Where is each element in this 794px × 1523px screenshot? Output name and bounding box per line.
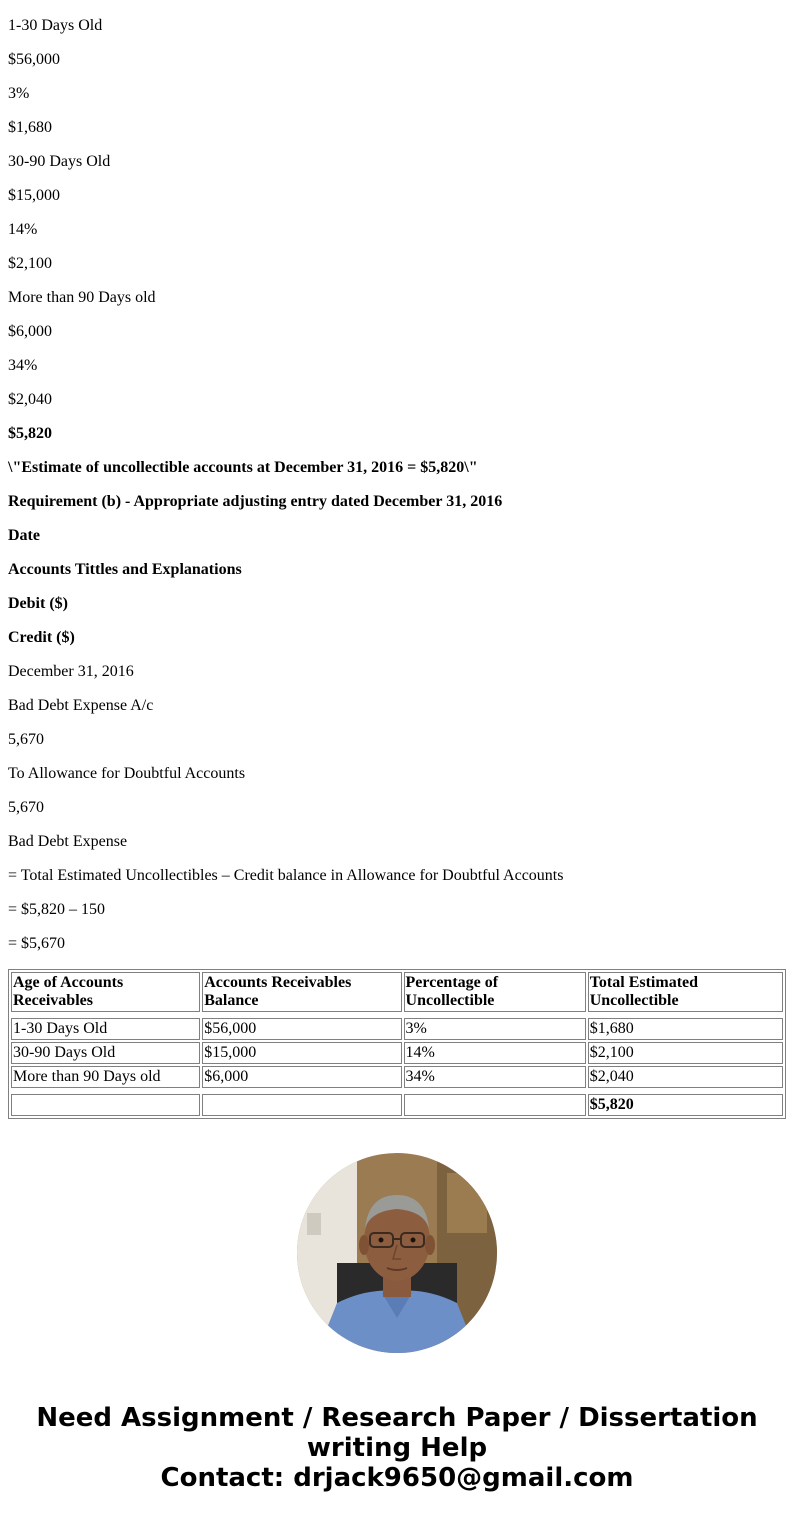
promo-line-2: writing Help (306, 1433, 488, 1463)
table-total-row (11, 1094, 783, 1116)
cell-balance: $6,000 (202, 1066, 401, 1088)
paragraph: \"Estimate of uncollectible accounts at December 31, 2016 = $5,820\" (8, 459, 478, 476)
paragraph: $2,100 (8, 255, 52, 272)
cell-percentage: 34% (404, 1066, 586, 1088)
paragraph: Date (8, 527, 40, 544)
paragraph: $2,040 (8, 391, 52, 408)
paragraph: 5,670 (8, 799, 44, 816)
paragraph: Bad Debt Expense (8, 833, 128, 850)
paragraph: 3% (8, 85, 30, 102)
promo-contact: Contact: drjack9650@gmail.com (160, 1463, 634, 1493)
table-header-row (11, 972, 783, 1012)
cell-balance: $15,000 (202, 1042, 401, 1064)
paragraph: $15,000 (8, 187, 60, 204)
paragraph: 34% (8, 357, 38, 374)
paragraph: December 31, 2016 (8, 663, 134, 680)
paragraph: To Allowance for Doubtful Accounts (8, 765, 246, 782)
paragraph: $5,820 (8, 425, 52, 442)
cell-grand-total: $5,820 (588, 1094, 783, 1116)
paragraph: $56,000 (8, 51, 60, 68)
cell-percentage: 3% (404, 1018, 586, 1040)
cell-percentage: 14% (404, 1042, 586, 1064)
paragraph: 14% (8, 221, 38, 238)
cell-empty (404, 1094, 586, 1116)
paragraph: Accounts Tittles and Explanations (8, 561, 242, 578)
paragraph: = $5,820 – 150 (8, 901, 106, 918)
cell-total: $2,040 (588, 1066, 783, 1088)
paragraph: Credit ($) (8, 629, 75, 646)
cell-balance: $56,000 (202, 1018, 401, 1040)
document-body (8, 0, 786, 1119)
table-row (11, 1066, 783, 1088)
header-balance: Accounts Receivables Balance (202, 972, 401, 1012)
cell-total: $1,680 (588, 1018, 783, 1040)
cell-total: $2,100 (588, 1042, 783, 1064)
paragraph: 5,670 (8, 731, 44, 748)
promo-line-1: Need Assignment / Research Paper / Dissertation (36, 1403, 758, 1433)
cell-age: 30-90 Days Old (11, 1042, 200, 1064)
paragraph: $1,680 (8, 119, 52, 136)
table-row (11, 1042, 783, 1064)
author-avatar (297, 1153, 497, 1353)
header-total: Total Estimated Uncollectible (588, 972, 783, 1012)
cell-empty (11, 1094, 200, 1116)
paragraph: Requirement (b) - Appropriate adjusting entry dated December 31, 2016 (8, 493, 503, 510)
table-row (11, 1018, 783, 1040)
paragraph-list (8, 0, 786, 953)
cell-age: 1-30 Days Old (11, 1018, 200, 1040)
aging-table (8, 969, 786, 1119)
cell-age: More than 90 Days old (11, 1066, 200, 1088)
paragraph: Bad Debt Expense A/c (8, 697, 154, 714)
header-age: Age of Accounts Receivables (11, 972, 200, 1012)
paragraph: $6,000 (8, 323, 52, 340)
paragraph: Debit ($) (8, 595, 68, 612)
paragraph: More than 90 Days old (8, 289, 156, 306)
promo-banner (0, 1403, 794, 1493)
header-percentage: Percentage of Uncollectible (404, 972, 586, 1012)
paragraph: = $5,670 (8, 935, 66, 952)
paragraph (8, 0, 786, 1)
paragraph: = Total Estimated Uncollectibles – Credit balance in Allowance for Doubtful Accounts (8, 867, 564, 884)
paragraph: 1-30 Days Old (8, 17, 103, 34)
author-photo-illustration (297, 1153, 497, 1353)
cell-empty (202, 1094, 401, 1116)
paragraph: 30-90 Days Old (8, 153, 111, 170)
